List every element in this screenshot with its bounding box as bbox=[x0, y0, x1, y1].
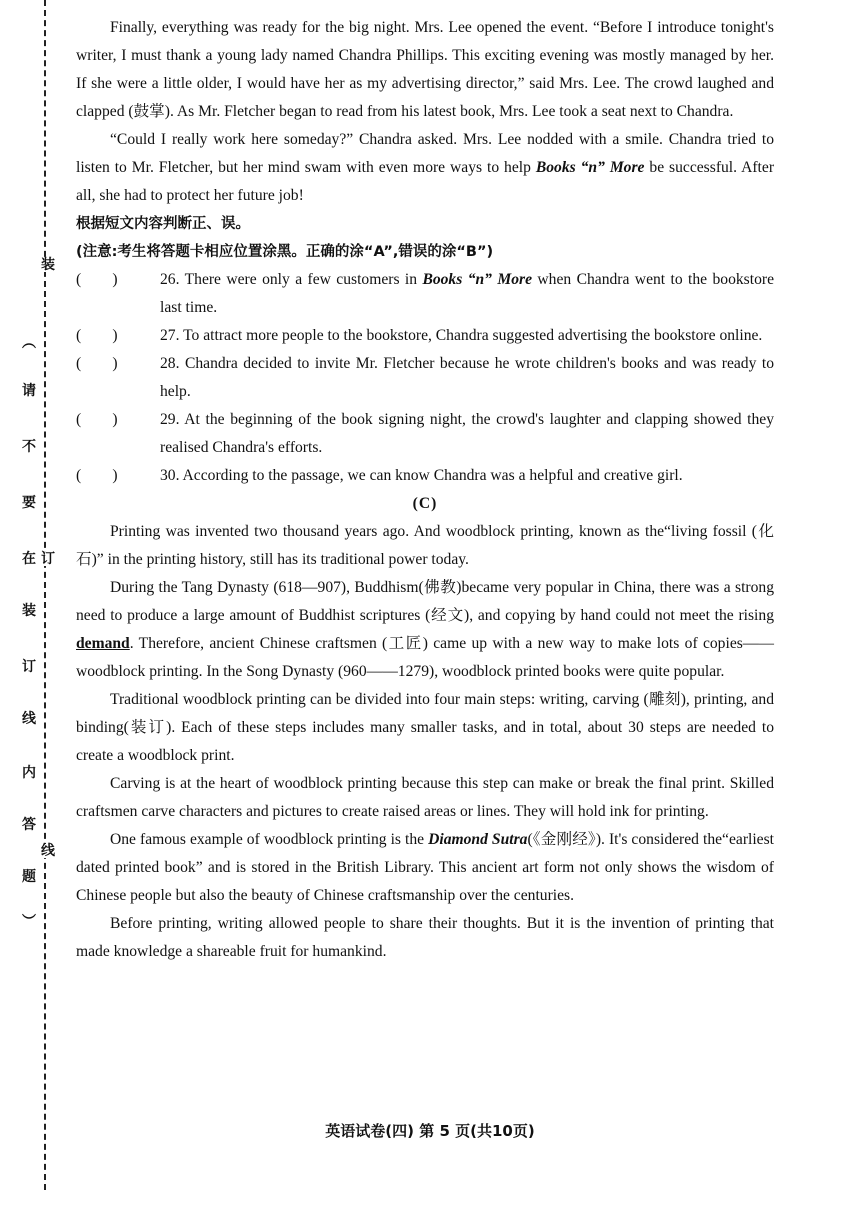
passage-b-paragraph-1: Finally, everything was ready for the big night. Mrs. Lee opened the event. “Before I introduce tonight's writer, I must thank a young lady named Chandra Phillips. This exciting evening was mostly managed by her. If she were a little older, I would have her as my advertising director,” said Mrs. Lee. The crowd laughed and clapped (鼓掌). As Mr. Fletcher began to read from his latest book, Mrs. Lee took a seat next to Chandra. bbox=[76, 19, 774, 120]
binding-mark: ︶ bbox=[18, 915, 40, 929]
binding-mark: 线 bbox=[37, 844, 59, 858]
binding-mark: 在 bbox=[18, 552, 40, 566]
question-text-part: when Chandra went to the bookstore last time. bbox=[160, 271, 774, 316]
section-heading: (C) bbox=[412, 495, 438, 512]
paragraph-text: . Therefore, ancient Chinese craftsmen (工匠) came up with a new way to make lots of copies——woodblock printing. In the Song Dynasty (960——1279), woodblock printed books were quite popular. bbox=[76, 635, 774, 680]
question-29 bbox=[76, 406, 774, 462]
binding-mark: 内 bbox=[18, 766, 40, 780]
binding-mark: 装 bbox=[18, 604, 40, 618]
paragraph-text: be successful. After all, she had to protect her future job! bbox=[76, 159, 775, 204]
paragraph-text: (《金刚经》). It's considered the“earliest dated printed book” and is stored in the British Library. This ancient art form not only shows the wisdom of Chinese people but also the beauty of Chinese craftsmanship over the centuries. bbox=[76, 831, 775, 904]
question-text bbox=[160, 462, 774, 490]
binding-mark: 装 bbox=[37, 258, 59, 272]
bookstore-name: Books “n” More bbox=[535, 159, 645, 176]
question-30 bbox=[76, 462, 774, 490]
answer-blank[interactable]: ( ) bbox=[76, 271, 118, 288]
passage-c-paragraph-1: Printing was invented two thousand years ago. And woodblock printing, known as the“living fossil (化石)” in the printing history, still has its traditional power today. bbox=[76, 523, 774, 568]
question-number: 27. bbox=[160, 327, 180, 344]
question-text bbox=[160, 350, 774, 406]
binding-mark: ︵ bbox=[18, 336, 40, 350]
binding-mark: 不 bbox=[18, 440, 40, 454]
question-27 bbox=[76, 322, 774, 350]
binding-mark: 题 bbox=[18, 870, 40, 884]
question-text-part: At the beginning of the book signing night, the crowd's laughter and clapping showed they realised Chandra's efforts. bbox=[160, 411, 774, 456]
passage-c-paragraph-3: Traditional woodblock printing can be divided into four main steps: writing, carving (雕刻), printing, and binding(装订). Each of these steps includes many smaller tasks, and in total, about 30 steps are needed to create a woodblock print. bbox=[76, 691, 774, 764]
paragraph-text: “Could I really work here someday?” Chandra asked. Mrs. Lee nodded with a smile. Chandra tried to listen to Mr. Fletcher, but her mind swam with even more ways to help bbox=[76, 131, 774, 176]
question-28 bbox=[76, 350, 774, 406]
binding-line bbox=[44, 0, 46, 1190]
answer-blank[interactable]: ( ) bbox=[76, 327, 118, 344]
exam-page-content bbox=[76, 14, 774, 966]
binding-mark: 订 bbox=[37, 552, 59, 566]
question-number: 30. bbox=[160, 467, 180, 484]
answer-blank[interactable]: ( ) bbox=[76, 411, 118, 428]
passage-c-paragraph-5 bbox=[76, 826, 774, 910]
question-number: 26. bbox=[160, 271, 180, 288]
tf-instruction: 根据短文内容判断正、误。 bbox=[76, 216, 250, 232]
passage-b-paragraph-2 bbox=[76, 126, 774, 210]
paragraph-text: One famous example of woodblock printing is the bbox=[110, 831, 429, 848]
question-number: 28. bbox=[160, 355, 180, 372]
book-title: Diamond Sutra bbox=[428, 831, 528, 848]
question-26 bbox=[76, 266, 774, 322]
question-text bbox=[160, 406, 774, 462]
passage-c-paragraph-6: Before printing, writing allowed people to share their thoughts. But it is the invention of printing that made knowledge a shareable fruit for humankind. bbox=[76, 915, 774, 960]
binding-mark: 线 bbox=[18, 712, 40, 726]
passage-c-paragraph-4: Carving is at the heart of woodblock printing because this step can make or break the final print. Skilled craftsmen carve characters and pictures to create raised areas or lines. They will hold ink for printing. bbox=[76, 775, 774, 820]
page-footer: 英语试卷(四) 第 5 页(共10页) bbox=[325, 1122, 535, 1140]
underlined-word: demand bbox=[76, 635, 130, 652]
binding-mark: 订 bbox=[18, 660, 40, 674]
binding-mark: 答 bbox=[18, 818, 40, 832]
question-text-part: Chandra decided to invite Mr. Fletcher because he wrote children's books and was ready to help. bbox=[160, 355, 774, 400]
answer-blank[interactable]: ( ) bbox=[76, 355, 118, 372]
question-text-part: There were only a few customers in bbox=[184, 271, 423, 288]
question-text bbox=[160, 266, 774, 322]
bookstore-name: Books “n” More bbox=[422, 271, 533, 288]
paragraph-text: During the Tang Dynasty (618—907), Buddhism(佛教)became very popular in China, there was a strong need to produce a large amount of Buddhist scriptures (经文), and copying by hand could not meet the rising bbox=[76, 579, 774, 624]
tf-note: (注意:考生将答题卡相应位置涂黑。正确的涂“A”,错误的涂“B”) bbox=[76, 244, 494, 260]
binding-mark: 要 bbox=[18, 496, 40, 510]
question-text-part: To attract more people to the bookstore, Chandra suggested advertising the bookstore online. bbox=[183, 327, 763, 344]
question-text bbox=[160, 322, 774, 350]
passage-c-paragraph-2 bbox=[76, 574, 774, 686]
binding-mark: 请 bbox=[18, 384, 40, 398]
question-number: 29. bbox=[160, 411, 180, 428]
answer-blank[interactable]: ( ) bbox=[76, 467, 118, 484]
question-text-part: According to the passage, we can know Chandra was a helpful and creative girl. bbox=[182, 467, 683, 484]
